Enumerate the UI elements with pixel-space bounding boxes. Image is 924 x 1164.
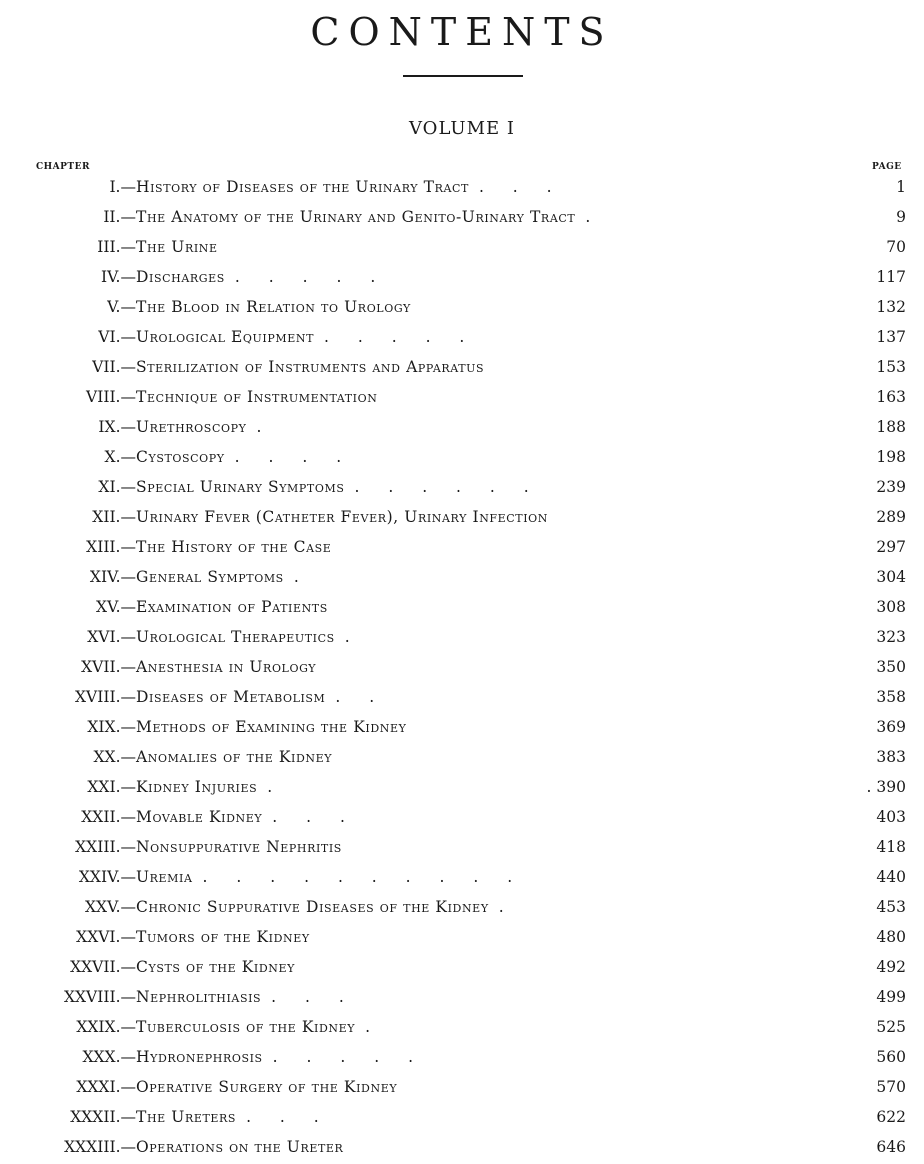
chapter-title-text: The Ureters bbox=[136, 1108, 237, 1126]
page-number: 297 bbox=[876, 538, 906, 556]
chapter-title-text: Tumors of the Kidney bbox=[136, 928, 310, 946]
chapter-number: V.— bbox=[107, 298, 136, 316]
chapter-number: XXXI.— bbox=[76, 1078, 136, 1096]
contents-entry bbox=[0, 322, 924, 352]
page-number: 153 bbox=[876, 358, 906, 376]
contents-entry bbox=[0, 652, 924, 682]
chapter-title-text: Operations on the Ureter bbox=[136, 1138, 344, 1156]
chapter-title bbox=[136, 922, 320, 952]
chapter-title-text: Discharges bbox=[136, 268, 225, 286]
chapter-number: XXXIII.— bbox=[64, 1138, 136, 1156]
contents-entry bbox=[0, 352, 924, 382]
page-number: 70 bbox=[886, 238, 906, 256]
chapter-title-text: The Urine bbox=[136, 238, 218, 256]
contents-entry bbox=[0, 562, 924, 592]
chapter-title-text: Urethroscopy bbox=[136, 418, 247, 436]
page-number: 499 bbox=[876, 988, 906, 1006]
chapter-number: XXV.— bbox=[85, 898, 136, 916]
page-number: 403 bbox=[876, 808, 906, 826]
chapter-number: XXI.— bbox=[87, 778, 136, 796]
contents-entry bbox=[0, 952, 924, 982]
dot-leader: . . . . bbox=[234, 448, 354, 466]
dot-leader: . bbox=[365, 1018, 383, 1036]
chapter-number: IX.— bbox=[98, 418, 136, 436]
dot-leader: . bbox=[585, 208, 603, 226]
contents-entry bbox=[0, 1012, 924, 1042]
chapter-number: XVIII.— bbox=[74, 688, 136, 706]
chapter-title bbox=[136, 712, 416, 742]
chapter-title bbox=[136, 412, 273, 442]
dot-leader: . bbox=[256, 418, 274, 436]
contents-entry bbox=[0, 532, 924, 562]
chapter-title bbox=[136, 262, 387, 292]
dot-leader: . . . . . bbox=[272, 1048, 426, 1066]
page-number: 525 bbox=[876, 1018, 906, 1036]
page-number: 1 bbox=[896, 178, 906, 196]
contents-entry bbox=[0, 1102, 924, 1132]
chapter-title bbox=[136, 472, 541, 502]
chapter-title-text: The History of the Case bbox=[136, 538, 332, 556]
contents-entry bbox=[0, 502, 924, 532]
dot-leader: . . . bbox=[478, 178, 564, 196]
chapter-title-text: Urological Equipment bbox=[136, 328, 315, 346]
chapter-title bbox=[136, 772, 284, 802]
chapter-number: XI.— bbox=[98, 478, 136, 496]
chapter-number: XXVII.— bbox=[70, 958, 136, 976]
contents-entry bbox=[0, 892, 924, 922]
chapter-title bbox=[136, 862, 524, 892]
contents-entry bbox=[0, 202, 924, 232]
chapter-number: XX.— bbox=[93, 748, 136, 766]
page-number: 289 bbox=[876, 508, 906, 526]
chapter-title-text: Nephrolithiasis bbox=[136, 988, 262, 1006]
contents-entry bbox=[0, 862, 924, 892]
chapter-title-text: Kidney Injuries bbox=[136, 778, 258, 796]
contents-entry bbox=[0, 592, 924, 622]
dot-leader: . . bbox=[335, 688, 387, 706]
dot-leader: . bbox=[498, 898, 516, 916]
chapter-title bbox=[136, 652, 326, 682]
chapter-title-text: Technique of Instrumentation bbox=[136, 388, 378, 406]
page-number: 198 bbox=[876, 448, 906, 466]
chapter-title-text: Chronic Suppurative Diseases of the Kidney bbox=[136, 898, 489, 916]
contents-entry bbox=[0, 772, 924, 802]
chapter-number: XIX.— bbox=[87, 718, 136, 736]
contents-entry bbox=[0, 1042, 924, 1072]
chapter-title bbox=[136, 382, 387, 412]
chapter-number: II.— bbox=[103, 208, 136, 226]
chapter-title bbox=[136, 202, 602, 232]
chapter-number: XIV.— bbox=[89, 568, 136, 586]
chapter-title bbox=[136, 502, 558, 532]
contents-entry bbox=[0, 742, 924, 772]
dot-leader: . . . bbox=[246, 1108, 331, 1126]
chapter-number: XXXII.— bbox=[70, 1108, 136, 1126]
contents-entry bbox=[0, 382, 924, 412]
chapter-number: XV.— bbox=[96, 598, 136, 616]
chapter-title bbox=[136, 622, 362, 652]
page-number: 163 bbox=[876, 388, 906, 406]
chapter-number: XXVI.— bbox=[76, 928, 136, 946]
chapter-title-text: History of Diseases of the Urinary Tract bbox=[136, 178, 469, 196]
chapter-title-text: Examination of Patients bbox=[136, 598, 328, 616]
chapter-title-text: The Anatomy of the Urinary and Genito-Urinary Tract bbox=[136, 208, 576, 226]
page-number: 480 bbox=[876, 928, 906, 946]
chapter-number: XXX.— bbox=[82, 1048, 136, 1066]
page-number: 646 bbox=[876, 1138, 906, 1156]
contents-entry bbox=[0, 262, 924, 292]
page-number: 137 bbox=[876, 328, 906, 346]
chapter-title bbox=[136, 232, 228, 262]
chapter-title-text: Nonsuppurative Nephritis bbox=[136, 838, 342, 856]
dot-leader: . . . bbox=[272, 808, 357, 826]
contents-entry bbox=[0, 982, 924, 1012]
page-number: 358 bbox=[876, 688, 906, 706]
contents-entry bbox=[0, 1132, 924, 1162]
chapter-title-text: Anomalies of the Kidney bbox=[136, 748, 333, 766]
chapter-title bbox=[136, 892, 516, 922]
chapter-number: XII.— bbox=[92, 508, 136, 526]
chapter-title bbox=[136, 172, 564, 202]
chapter-title-text: Anesthesia in Urology bbox=[136, 658, 317, 676]
dot-leader: . bbox=[293, 568, 311, 586]
chapter-title bbox=[136, 592, 338, 622]
chapter-title-text: General Symptoms bbox=[136, 568, 284, 586]
page-number: 622 bbox=[876, 1108, 906, 1126]
chapter-title bbox=[136, 802, 357, 832]
chapter-column-header: CHAPTER bbox=[36, 162, 90, 172]
page-number: 239 bbox=[876, 478, 906, 496]
contents-entry bbox=[0, 442, 924, 472]
contents-entry bbox=[0, 292, 924, 322]
chapter-title-text: Urological Therapeutics bbox=[136, 628, 335, 646]
contents-entry bbox=[0, 922, 924, 952]
page-number: 383 bbox=[876, 748, 906, 766]
page-number: . 390 bbox=[866, 778, 906, 796]
volume-heading: VOLUME I bbox=[409, 118, 515, 139]
chapter-title-text: Methods of Examining the Kidney bbox=[136, 718, 407, 736]
chapter-title bbox=[136, 952, 305, 982]
page-number: 350 bbox=[876, 658, 906, 676]
chapter-number: XXIV.— bbox=[78, 868, 136, 886]
chapter-number: VIII.— bbox=[86, 388, 136, 406]
page-number: 560 bbox=[876, 1048, 906, 1066]
chapter-number: IV.— bbox=[100, 268, 136, 286]
dot-leader: . bbox=[344, 628, 362, 646]
contents-entry bbox=[0, 472, 924, 502]
chapter-title-text: Cystoscopy bbox=[136, 448, 225, 466]
contents-entry bbox=[0, 832, 924, 862]
chapter-number: XXIII.— bbox=[75, 838, 136, 856]
chapter-title-text: Cysts of the Kidney bbox=[136, 958, 295, 976]
page-number: 188 bbox=[876, 418, 906, 436]
page-number: 308 bbox=[876, 598, 906, 616]
chapter-title-text: Tuberculosis of the Kidney bbox=[136, 1018, 356, 1036]
page-number: 570 bbox=[876, 1078, 906, 1096]
chapter-title bbox=[136, 562, 311, 592]
contents-entry bbox=[0, 682, 924, 712]
chapter-title bbox=[136, 832, 352, 862]
chapter-number: XXIX.— bbox=[76, 1018, 136, 1036]
page-title: CONTENTS bbox=[310, 10, 614, 54]
contents-entry bbox=[0, 1072, 924, 1102]
chapter-number: XXVIII.— bbox=[63, 988, 136, 1006]
page-number: 9 bbox=[896, 208, 906, 226]
chapter-number: VII.— bbox=[92, 358, 136, 376]
page-column-header: PAGE bbox=[872, 162, 902, 172]
dot-leader: . . . . . bbox=[234, 268, 388, 286]
contents-entry bbox=[0, 412, 924, 442]
page-number: 117 bbox=[876, 268, 906, 286]
page-number: 369 bbox=[876, 718, 906, 736]
contents-entry bbox=[0, 712, 924, 742]
chapter-number: XVI.— bbox=[87, 628, 136, 646]
page-number: 323 bbox=[876, 628, 906, 646]
dot-leader: . . . bbox=[271, 988, 356, 1006]
dot-leader: . bbox=[267, 778, 285, 796]
chapter-title-text: The Blood in Relation to Urology bbox=[136, 298, 411, 316]
chapter-title bbox=[136, 1102, 331, 1132]
chapter-title-text: Urinary Fever (Catheter Fever), Urinary Infection bbox=[136, 508, 549, 526]
chapter-title bbox=[136, 682, 386, 712]
page-number: 440 bbox=[876, 868, 906, 886]
contents-entry bbox=[0, 802, 924, 832]
title-divider bbox=[403, 75, 523, 77]
chapter-title bbox=[136, 442, 353, 472]
chapter-title-text: Sterilization of Instruments and Apparatus bbox=[136, 358, 485, 376]
contents-list bbox=[0, 172, 924, 1162]
chapter-number: XIII.— bbox=[86, 538, 136, 556]
chapter-title bbox=[136, 742, 342, 772]
chapter-title-text: Uremia bbox=[136, 868, 193, 886]
page-number: 453 bbox=[876, 898, 906, 916]
chapter-title bbox=[136, 532, 341, 562]
chapter-number: I.— bbox=[109, 178, 136, 196]
dot-leader: . . . . . bbox=[324, 328, 477, 346]
chapter-number: X.— bbox=[104, 448, 136, 466]
dot-leader: . . . . . . . . . . bbox=[202, 868, 525, 886]
chapter-number: XXII.— bbox=[81, 808, 136, 826]
chapter-number: XVII.— bbox=[81, 658, 136, 676]
contents-entry bbox=[0, 172, 924, 202]
page-number: 418 bbox=[876, 838, 906, 856]
chapter-title-text: Operative Surgery of the Kidney bbox=[136, 1078, 398, 1096]
chapter-title bbox=[136, 982, 356, 1012]
chapter-title-text: Diseases of Metabolism bbox=[136, 688, 326, 706]
chapter-title bbox=[136, 1132, 353, 1162]
chapter-title-text: Movable Kidney bbox=[136, 808, 263, 826]
chapter-title bbox=[136, 1012, 382, 1042]
chapter-number: VI.— bbox=[98, 328, 136, 346]
chapter-title bbox=[136, 1042, 425, 1072]
dot-leader: . . . . . . bbox=[354, 478, 541, 496]
page-number: 492 bbox=[876, 958, 906, 976]
chapter-title bbox=[136, 1072, 407, 1102]
page-number: 132 bbox=[876, 298, 906, 316]
page-number: 304 bbox=[876, 568, 906, 586]
chapter-title bbox=[136, 292, 421, 322]
contents-entry bbox=[0, 622, 924, 652]
chapter-number: III.— bbox=[97, 238, 136, 256]
chapter-title-text: Hydronephrosis bbox=[136, 1048, 263, 1066]
chapter-title bbox=[136, 352, 494, 382]
chapter-title-text: Special Urinary Symptoms bbox=[136, 478, 345, 496]
contents-entry bbox=[0, 232, 924, 262]
chapter-title bbox=[136, 322, 476, 352]
